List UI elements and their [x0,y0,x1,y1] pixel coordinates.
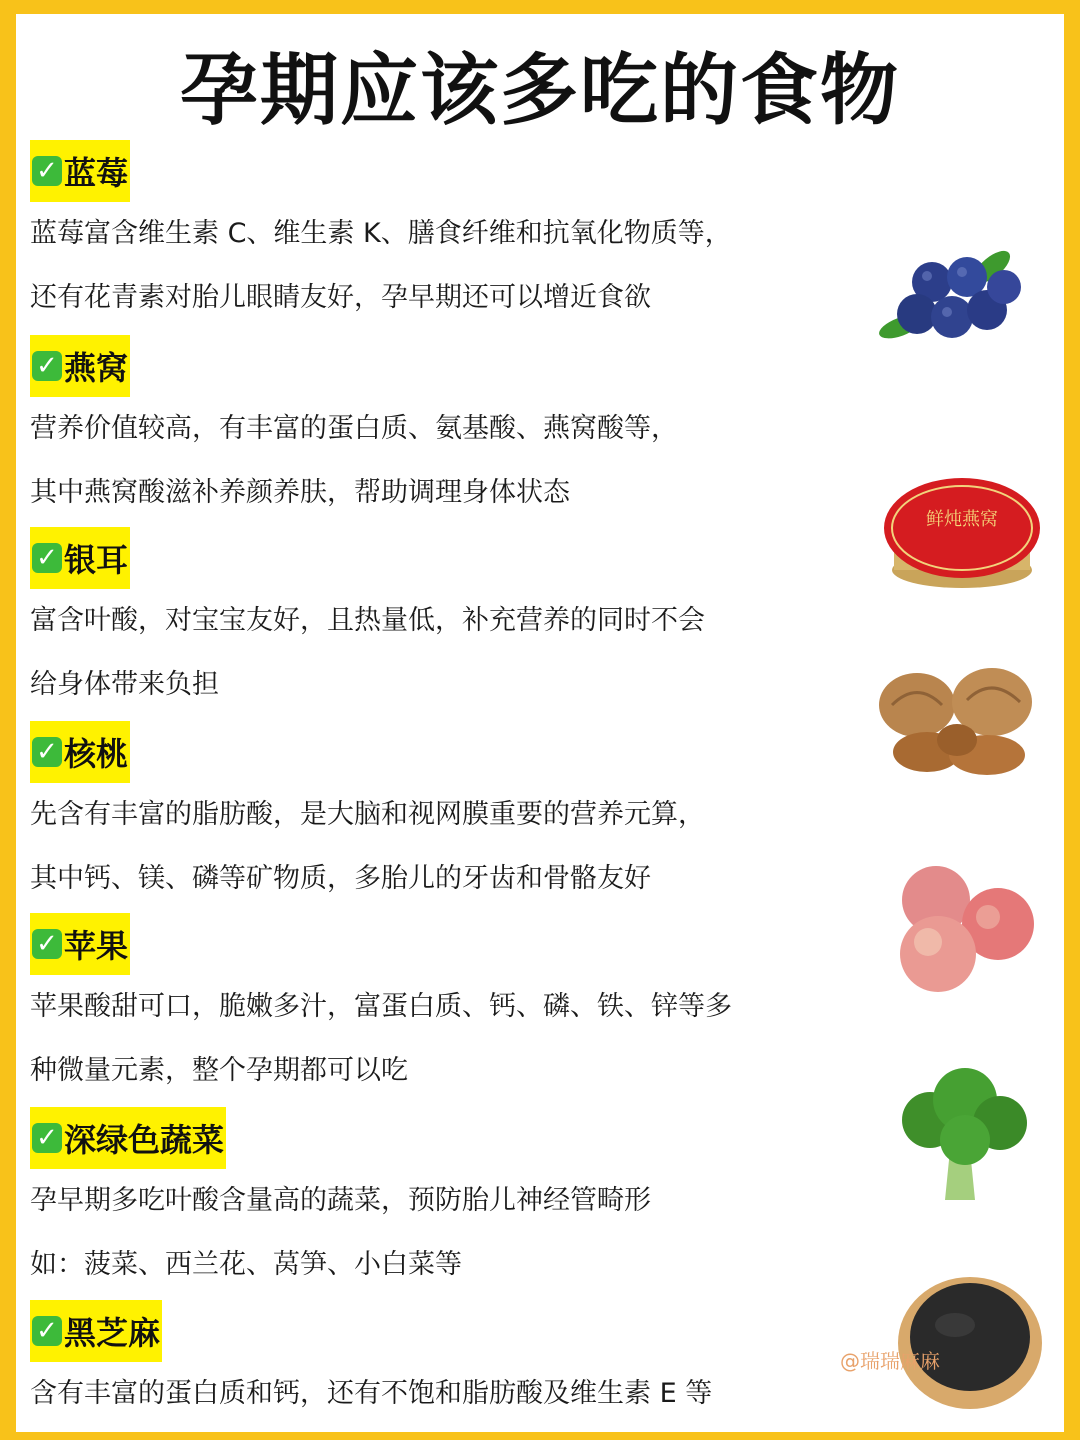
section-text: 其中燕窝酸滋补养颜养肤，帮助调理身体状态 [30,477,570,508]
checkmark-icon: ✓ [32,156,62,186]
section-text: 含有丰富的蛋白质和钙，还有不饱和脂肪酸及维生素 E 等 [30,1378,713,1409]
checkmark-icon: ✓ [32,737,62,767]
section-heading [30,913,130,975]
section-heading [30,721,130,783]
heading-label: 苹果 [64,927,129,965]
section-text: 如：菠菜、西兰花、莴笋、小白菜等 [30,1249,462,1280]
section-heading [30,1107,226,1169]
checkmark-icon: ✓ [32,351,62,381]
heading-label: 黑芝麻 [64,1314,161,1352]
checkmark-icon: ✓ [32,543,62,573]
heading-label: 燕窝 [64,349,129,387]
heading-label: 银耳 [64,541,129,579]
blueberry-image [872,232,1032,357]
section-text: 给身体带来负担 [30,669,219,700]
section-tremella [30,527,830,717]
section-heading [30,140,130,202]
page-title: 孕期应该多吃的食物 [179,46,900,136]
section-greens [30,1107,830,1297]
section-text: 其中钙、镁、磷等矿物质，多胎儿的牙齿和骨骼友好 [30,863,651,894]
section-heading [30,335,130,397]
checkmark-icon: ✓ [32,929,62,959]
walnut-image [872,660,1037,780]
section-text: 苹果酸甜可口，脆嫩多汁，富蛋白质、钙、磷、铁、锌等多 [30,991,732,1022]
black-sesame-bowl-image [895,1265,1045,1413]
section-birdnest [30,335,830,525]
section-text: 蓝莓富含维生素 C、维生素 K、膳食纤维和抗氧化物质等， [30,218,732,249]
section-blueberry [30,140,830,330]
watermark: @瑞瑞麻麻 [840,1349,940,1373]
section-text: 富含叶酸，对宝宝友好，且热量低，补充营养的同时不会 [30,605,705,636]
checkmark-icon: ✓ [32,1316,62,1346]
section-text: 种微量元素，整个孕期都可以吃 [30,1055,408,1086]
heading-label: 核桃 [64,735,129,773]
section-black-sesame [30,1300,830,1426]
heading-label: 深绿色蔬菜 [64,1121,225,1159]
section-text: 营养价值较高，有丰富的蛋白质、氨基酸、燕窝酸等， [30,413,678,444]
section-text: 孕早期多吃叶酸含量高的蔬菜，预防胎儿神经管畸形 [30,1185,651,1216]
apple-image [888,862,1043,997]
birdnest-jar-image [880,470,1045,595]
section-heading [30,1300,162,1362]
birdnest-label: 鲜炖燕窝 [926,509,998,530]
broccoli-image [895,1065,1030,1205]
checkmark-icon: ✓ [32,1123,62,1153]
section-apple [30,913,830,1103]
section-text: 先含有丰富的脂肪酸，是大脑和视网膜重要的营养元算， [30,799,705,830]
heading-label: 蓝莓 [64,154,129,192]
section-heading [30,527,130,589]
section-text: 还有花青素对胎儿眼睛友好，孕早期还可以增近食欲 [30,282,651,313]
section-walnut [30,721,830,911]
